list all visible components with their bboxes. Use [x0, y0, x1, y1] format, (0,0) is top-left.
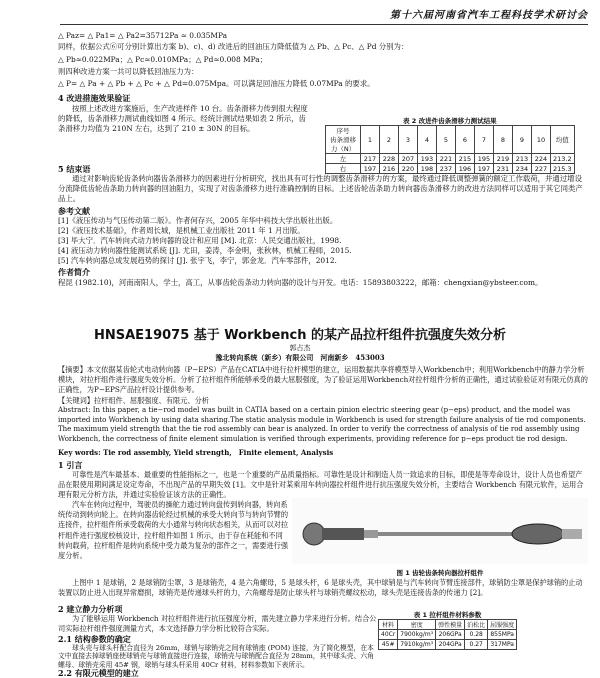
rack-connector	[562, 529, 582, 539]
section-2-1-body: 球头壳与球头杆配合直径为 26mm，球销与球销壳之间有球销座 (POM) 连接，为了简化模型，在本文中直接去掉球销座使球销壳与球销直接进行连接，球销壳与球销配合直径为 28mm，其中球头壳、六角螺母、球销壳采用 45# 钢，球销与球头杆采用 40Cr 材料，材料参数如下表所示。	[58, 644, 374, 669]
journal-header: 第十六届河南省汽车工程科技学术研讨会	[60, 6, 588, 25]
section-2-2-heading: 2.2 有限元模型的建立	[58, 668, 139, 678]
section-1-body-left: 汽车在转向过程中，驾驶员的操舵力通过转向盘传到转向器，转向系统传动到转向轮上。在转向器齿轮经过机械的承受大转向节与转向节臂的连接件，拉杆组件所承受载荷的大小通常与转向状态相关，从而可以对拉杆组件进行强度校核设计，拉杆组件如图 1 所示，由于存在耗能和不同转向载荷，拉杆组件是转向系统中受力最为复杂的部件之一，需要进行强度分析。	[58, 500, 289, 561]
tie-rod-illustration	[292, 498, 588, 564]
table-2-col: 6	[456, 126, 475, 154]
figure-1	[292, 498, 588, 576]
ball-pin	[303, 523, 325, 545]
table-2-col: 8	[494, 126, 513, 154]
table-2-col: 4	[418, 126, 437, 154]
abstract-cn: 【摘要】本文依据某齿轮式电动转向器（P−EPS）产品在CATIA中进行拉杆模型的建立，运用数据共享将模型导入Workbench中；利用Workbench中的静力学分析模块，对拉杆组件进行强度失效分析。分析了拉杆组件所能够承受的最大屈服强度，为了验证运用Workbench对拉杆组件分析的正确性，通过试验验证对有限元仿真的正确性，为P−EPS产品拉杆设计提供参考。	[58, 365, 588, 395]
formula-line-1: △ Paz= △ Pa1= △ Pa2=35712Pa ≈ 0.035MPa	[58, 31, 228, 40]
reference-item: [2]《液压技术基础》，作者周长城，是机械工业出版社 2011 年 1 月出版。	[58, 226, 305, 235]
table-1	[378, 610, 517, 650]
section-4-body: 按照上述改进方案施后，生产改进样件 10 台。齿条滑移力传到很大程度的降低，齿条滑移力测试曲线如图 4 所示。经统计测试结果如表 2 所示，齿条滑移力均值为 210N 左右，达到了 210 ± 30N 的目标。	[58, 104, 308, 134]
formula-line-3: △ Pb≈0.022MPa；△ Pc≈0.010MPa；△ Pd≈0.008 MPa；	[58, 55, 268, 64]
references-heading: 参考文献	[58, 206, 90, 216]
table-2-header-label: 序号 齿条滑移力（N）	[326, 126, 361, 154]
section-4-heading: 4 改进措施效果验证	[58, 93, 131, 103]
figure-1-caption: 图 1 齿轮齿条转向器拉杆组件	[396, 569, 484, 577]
author-bio-body: 程昆 (1982.10)，河南南阳人，学士，高工，从事齿轮齿条动力转向器的设计与开发。电话：15893803222，邮箱：chengxian@ybsteer.com。	[58, 278, 543, 287]
keywords-cn: 【关键词】拉杆组件、屈服强度、有限元、分析	[58, 396, 209, 405]
paper-author: 郭占杰	[289, 344, 311, 352]
table-2-col: 1	[361, 126, 380, 154]
table-2-col: 均值	[551, 126, 575, 154]
reference-item: [1]《液压传动与气压传动第二版》。作者何存兴，2005 年华中科技大学出版社出版。	[58, 216, 338, 225]
table-row: 45# 7910kg/m³ 204GPa 0.27 317MPa	[379, 640, 517, 650]
paper-title: HNSAE19075 基于 Workbench 的某产品拉杆组件抗强度失效分析	[93, 328, 507, 343]
section-2-heading: 2 建立静力分析项	[58, 604, 123, 614]
formula-line-5: △ P= △ Pa + △ Pb + △ Pc + △ Pd=0.075Mpa。可以满足回油压力降低 0.07MPa 的要求。	[58, 79, 375, 88]
hex-nut	[364, 530, 378, 538]
table-2-caption: 表 2 改进件齿条滑移力测试结果	[403, 117, 497, 125]
section-5-body: 通过对影响齿轮齿条转向器齿条滑移力的因素进行分析研究，找出具有可行性的调整齿条滑移力的方案，最终通过降低调整弹簧的额定工作载荷，并通过增设分流降低齿轮齿条助力转向器的回油阻力，实现了对齿条滑移力进行准确控制的目标。上述齿轮齿条助力转向器齿条滑移力的改进方法同样可以适用于其它同类产品上。	[58, 174, 583, 204]
table-2-col: 7	[475, 126, 494, 154]
reference-item: [3] 毕大宁．汽车转向式动力转向器的设计和应用 [M]. 北京：人民交通出版社，1998.	[58, 236, 342, 245]
author-bio-heading: 作者简介	[58, 267, 90, 277]
paper-affiliation: 豫北转向系统（新乡）有限公司 河南新乡 453003	[215, 353, 385, 362]
table-2-col: 2	[380, 126, 399, 154]
table-2-col: 3	[399, 126, 418, 154]
table-1-caption: 表 1 拉杆组件材料参数	[413, 611, 482, 619]
reference-item: [4] 液压动力转向器性能测试系统 [J]. 尤田，姜涛，李金明，张秋林，机械工程师，2015.	[58, 246, 352, 255]
section-5-heading: 5 结束语	[58, 164, 91, 174]
table-2-col: 5	[437, 126, 456, 154]
section-2-body: 为了能够运用 Workbench 对拉杆组件进行抗压强度分析，需先建立静力学来进行分析。结合公司实际拉杆组件强度测量方式，本文选择静力学分析比较符合实际。	[58, 614, 377, 634]
table-2-header-row	[326, 126, 575, 154]
table-2-col: 9	[513, 126, 532, 154]
reference-item: [5] 汽车转向器总成发展趋势的探讨 [J]. 张宇飞，李宁，郭金龙．汽车零部件，2012.	[58, 256, 337, 265]
section-1-heading: 1 引言	[58, 460, 83, 470]
section-1-body: 可靠性是汽车最基本、最重要的性能指标之一，也是一个重要的产品质量指标。可靠性是设计和制造人员一致追求的目标，即使是等寿命设计，设计人员也希望产品在限使用期间满足设定寿命，不出现产品的早期失效 [1]。文中是针对某乘用车转向器拉杆组件进行抗压强度失效分析，主要结合 Workbench 有限元软件，运用合理有限元分析方法，并通过实验验证该方法的正确性。	[58, 470, 584, 500]
ball-rod	[378, 532, 518, 536]
section-2-1-heading: 2.1 结构参数的确定	[58, 634, 131, 644]
ball-housing	[322, 528, 364, 540]
section-1-body-after: 上图中 1 是球销，2 是球销防尘罩，3 是球销壳，4 是六角螺母，5 是球头杆，6 是球头壳，其中球销是与汽车转向节臂连接部件，球销防尘罩是保护球销的止动装置以防止进入出现异常磨损，球销壳是传递球头杆的力，六角螺母是防止球头杆与球销壳螺纹松动，球头壳是连接齿条的传递力 [2]。	[58, 578, 583, 598]
table-row: 40Cr 7900kg/m³ 206GPa 0.28 855MPa	[379, 630, 517, 640]
table-row: 右 197 216 220 198 237 196 197 231 234 227 215.3	[326, 164, 575, 174]
table-row: 左 217 228 207 193 221 215 195 219 213 224 213.2	[326, 154, 575, 164]
table-2-col: 10	[532, 126, 551, 154]
formula-line-2: 同样，依据公式⑥可分别计算出方案 b)、c)、d) 改进后的回油压力降低值为 △ Pb、△ Pc、△ Pd 分别为：	[58, 42, 409, 51]
table-1-header-row: 材料 密度 弹性模量 泊松比 屈服强度	[379, 620, 517, 630]
ball-head-housing	[512, 524, 564, 544]
keywords-en: Key words: Tie rod assembly, Yield strength, Finite element, Analysis	[58, 448, 334, 457]
formula-line-4: 则四种改进方案一共可以降低回油压力为：	[58, 67, 199, 76]
abstract-en: Abstract: In this paper, a tie−rod model was built in CATIA based on a certain pinion electric steering gear (p−eps) product, and the model was imported into Workbench by using data sharing.The static analysis module in Workbench is used for strength failure analysis of tie rod components. The maximum yield strength that the tie rod assembly can bear is analyzed. In order to verify the correctness of analysis of tie rod assembly using Workbench, the correctness of finite element simulation is verified through experiments, providing reference for p−eps product tie rod design.	[58, 406, 586, 443]
